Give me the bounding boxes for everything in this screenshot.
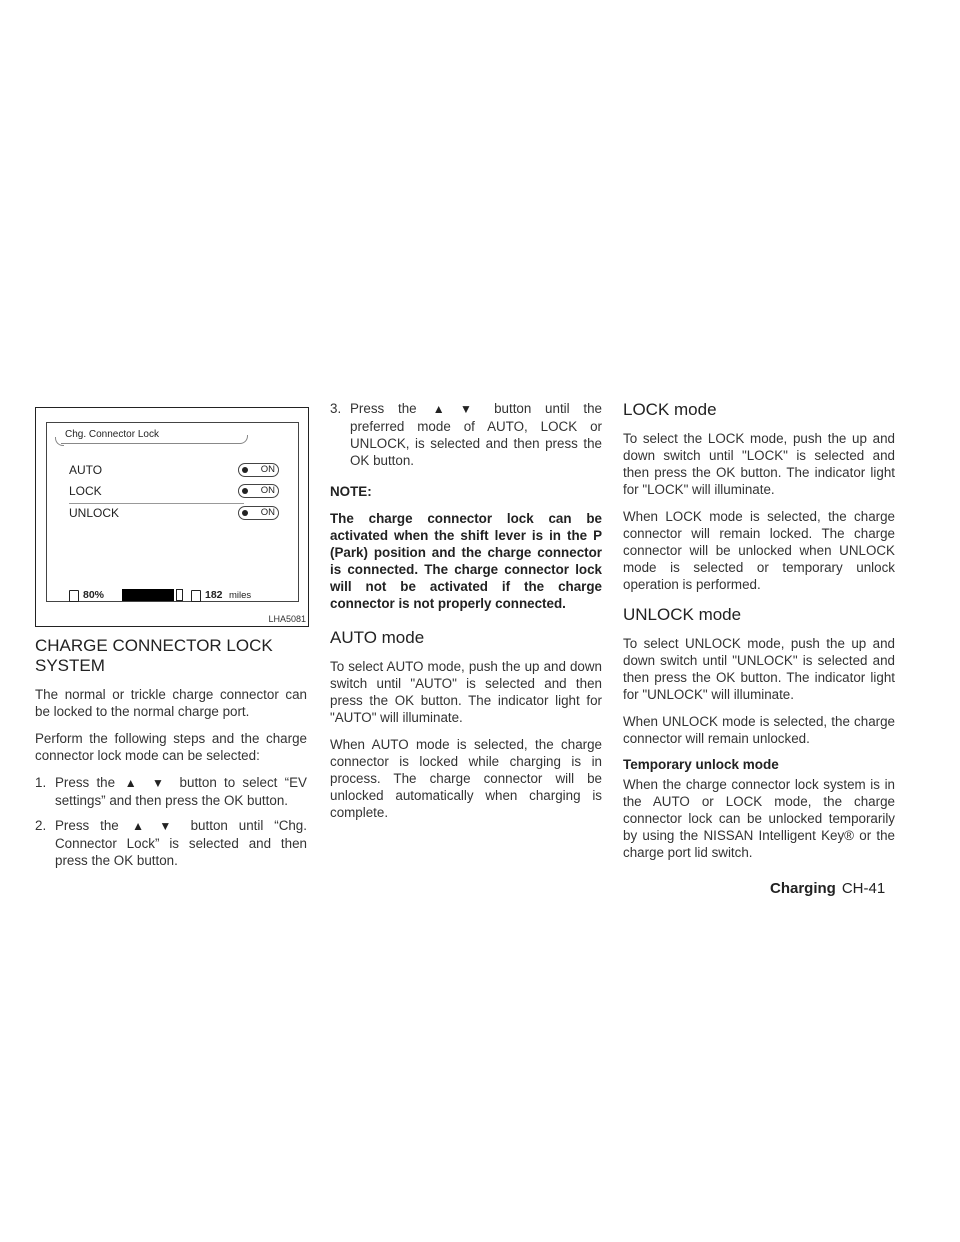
up-down-arrow-icon: ▲ ▼ <box>432 402 478 416</box>
page-number: CH-41 <box>841 880 886 897</box>
step-text: Press the <box>350 401 417 416</box>
step-text: button until the preferred mode of AUTO, LOCK or UNLOCK, is selected and then press the OK button. <box>350 401 602 468</box>
indicator-state: ON <box>260 485 275 496</box>
battery-icon <box>69 590 79 602</box>
option-unlock <box>69 504 279 524</box>
step-number: 3. <box>330 401 342 416</box>
note-text: The charge connector lock can be activated when the shift lever is in the P (Park) position and the charge connector is connected. The charge connector lock will not be activated if the charge connector is not properly connected. <box>330 511 602 611</box>
option-label: AUTO <box>69 463 103 477</box>
figure-code: LHA5081 <box>268 614 306 624</box>
range-icon <box>191 590 201 602</box>
indicator-state: ON <box>260 507 275 518</box>
battery-percent: 80% <box>83 589 105 601</box>
status-bar <box>69 589 279 605</box>
unlock-mode-heading: UNLOCK mode <box>623 605 742 624</box>
battery-terminal-icon <box>176 589 183 601</box>
on-indicator <box>238 484 279 498</box>
indicator-dot-icon <box>242 510 248 516</box>
option-auto <box>69 461 279 481</box>
page-footer <box>770 880 885 897</box>
step-2 <box>35 817 307 869</box>
title-decoration <box>55 437 64 446</box>
title-underline <box>61 443 241 444</box>
option-label: UNLOCK <box>69 506 120 520</box>
temporary-unlock-heading: Temporary unlock mode <box>623 757 779 772</box>
screen-title: Chg. Connector Lock <box>65 429 159 440</box>
section-heading: CHARGE CONNECTOR LOCK SYSTEM <box>35 636 273 675</box>
step-3 <box>330 400 602 469</box>
up-down-arrow-icon: ▲ ▼ <box>124 776 170 790</box>
column-2 <box>330 400 602 831</box>
column-1 <box>35 636 307 877</box>
note-label: NOTE: <box>330 484 372 499</box>
title-decoration <box>239 435 248 444</box>
step-number: 2. <box>35 818 47 833</box>
paragraph: When LOCK mode is selected, the charge connector will remain locked. The charge connector will be unlocked when UNLOCK mode is selected or temporary unlock operation is performed. <box>623 509 895 592</box>
paragraph: The normal or trickle charge connector can be locked to the normal charge port. <box>35 687 307 719</box>
paragraph: When the charge connector lock system is in the AUTO or LOCK mode, the charge connector lock can be unlocked temporarily by using the NISSAN Intelligent Key® or the charge port lid switch. <box>623 777 895 860</box>
lock-mode-heading: LOCK mode <box>623 400 717 419</box>
paragraph: To select AUTO mode, push the up and down switch until "AUTO" is selected and then press the OK button. The indicator light for "AUTO" will illuminate. <box>330 659 602 725</box>
paragraph: When UNLOCK mode is selected, the charge connector will remain unlocked. <box>623 714 895 746</box>
option-lock <box>69 482 279 502</box>
paragraph: Perform the following steps and the charge connector lock mode can be selected: <box>35 731 307 763</box>
step-text: Press the <box>55 775 116 790</box>
display-screen <box>46 422 299 602</box>
charge-lock-figure <box>35 407 309 627</box>
on-indicator <box>238 463 279 477</box>
column-3 <box>623 400 895 871</box>
footer-section: Charging <box>770 880 836 897</box>
indicator-dot-icon <box>242 488 248 494</box>
range-unit: miles <box>229 590 252 601</box>
up-down-arrow-icon: ▲ ▼ <box>132 819 178 833</box>
option-label: LOCK <box>69 484 102 498</box>
step-text: Press the <box>55 818 119 833</box>
indicator-dot-icon <box>242 467 248 473</box>
step-text: button to select “EV settings” and then press the OK button. <box>55 775 307 808</box>
on-indicator <box>238 506 279 520</box>
step-text: button until “Chg. Connector Lock” is selected and then press the OK button. <box>55 818 307 868</box>
auto-mode-heading: AUTO mode <box>330 628 425 647</box>
step-number: 1. <box>35 775 47 790</box>
range-value: 182 <box>205 589 223 601</box>
indicator-state: ON <box>260 464 275 475</box>
battery-level-bar <box>122 589 174 601</box>
paragraph: To select UNLOCK mode, push the up and down switch until "UNLOCK" is selected and then press the OK button. The indicator light for "UNLOCK" will illuminate. <box>623 636 895 702</box>
paragraph: When AUTO mode is selected, the charge connector is locked while charging is in process. The charge connector will be unlocked automatically when charging is complete. <box>330 737 602 820</box>
paragraph: To select the LOCK mode, push the up and down switch until "LOCK" is selected and then press the OK button. The indicator light for "LOCK" will illuminate. <box>623 431 895 497</box>
step-1 <box>35 774 307 809</box>
